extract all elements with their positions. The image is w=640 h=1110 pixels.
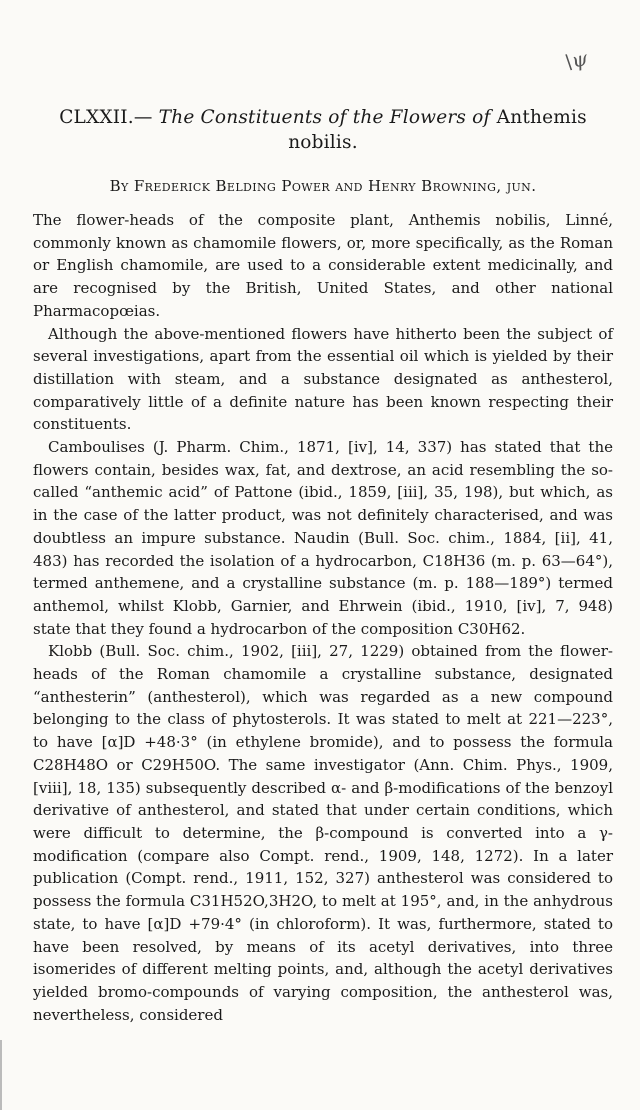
byline: By Frederick Belding Power and Henry Browning, jun. [109,177,537,195]
paragraph-3: Camboulises (J. Pharm. Chim., 1871, [iv], 14, 337) has stated that the flowers contain, besides wax, fat, and dextrose, an acid resembling the so-called “anthemic acid” of Pattone (ibid., 1859, [iii], 35, 198), but which, as in the case of the latter product, was not definitely characterised, and was doubtless an impure substance. Naudin (Bull. Soc. chim., 1884, [ii], 41, 483) has recorded the isolation of a hydrocarbon, C18H36 (m. p. 63—64°), termed anthemene, and a crystalline substance (m. p. 188—189°) termed anthemol, whilst Klobb, Garnier, and Ehrwein (ibid., 1910, [iv], 7, 948) state that they found a hydrocarbon of the composition C30H62. [33,438,613,638]
margin-rule [0,1040,2,1110]
paragraph-4: Klobb (Bull. Soc. chim., 1902, [iii], 27, 1229) obtained from the flower-heads of the Roman chamomile a crystalline substance, designated “anthesterin” (anthesterol), which was regarded as a new compound belonging to the class of phytosterols. It was stated to melt at 221—223°, to have [α]D +48·3° (in ethylene bromide), and to possess the formula C28H48O or C29H50O. The same investigator (Ann. Chim. Phys., 1909, [viii], 18, 135) subsequently described α- and β-modifications of the benzoyl derivative of anthesterol, and stated that under certain conditions, which were difficult to determine, the β-compound is converted into a γ-modification (compare also Compt. rend., 1909, 148, 1272). In a later publication (Compt. rend., 1911, 152, 327) anthesterol was considered to possess the formula C31H52O,3H2O, to melt at 195°, and, in the anhydrous state, to have [α]D +79·4° (in chloroform). It was, furthermore, stated to have been resolved, by means of its acetyl derivatives, into three isomerides of different melting points, and, although the acetyl derivatives yielded bromo-compounds of varying composition, the anthesterol was, nevertheless, considered [33,642,613,1024]
body-text [33,209,613,1026]
paper-title: CLXXII.— The Constituents of the Flowers of Anthemis nobilis. [59,107,587,153]
page [33,0,613,1026]
paragraph-2: Although the above-mentioned flowers have hitherto been the subject of several investigations, apart from the essential oil which is yielded by their distillation with steam, and a substance designated as anthesterol, comparatively little of a definite nature has been known respecting their constituents. [33,324,613,434]
handwritten-marginalia: \ψ [562,45,590,75]
title-genus: Anthemis [496,107,587,128]
paragraph-1: The flower-heads of the composite plant, Anthemis nobilis, Linné, commonly known as chamomile flowers, or, more specifically, as the Roman or English chamomile, are used to a considerable extent medicinally, and are recognised by the British, United States, and other national Pharmacopœias. [33,211,613,320]
title-species: nobilis. [288,132,358,153]
title-italic: The Constituents of the Flowers of [158,107,491,128]
paper-number: CLXXII. [59,107,134,128]
